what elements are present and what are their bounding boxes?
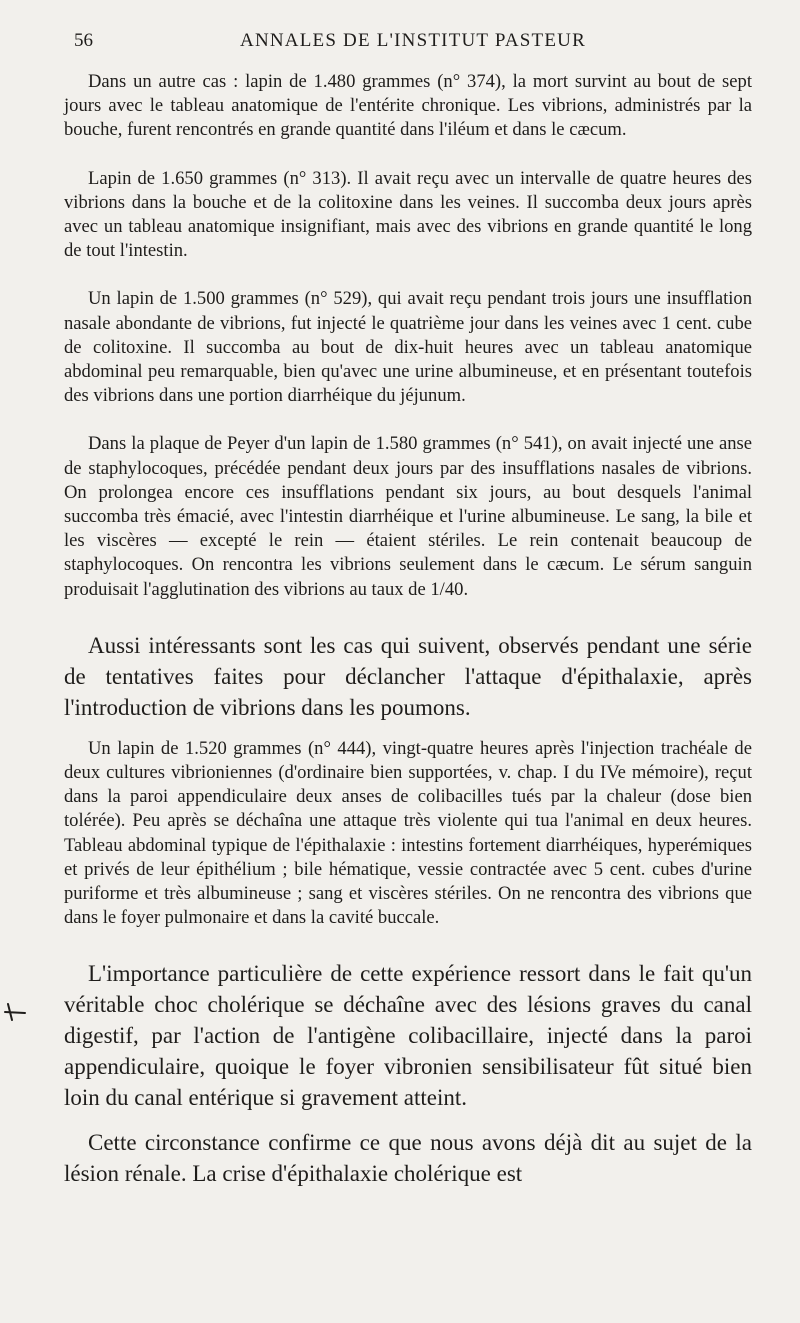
paragraph-case-374: Dans un autre cas : lapin de 1.480 grammes (n° 374), la mort survint au bout de sept jours avec le tableau anatomique de l'entérite chronique. Les vibrions, administrés par la bouche, furent rencontrés en grande quantité dans l'iléum et dans le cæcum. [64, 71, 752, 141]
page-header [64, 30, 752, 66]
running-head: ANNALES DE L'INSTITUT PASTEUR [240, 30, 586, 51]
paragraph-circumstance: Cette circonstance confirme ce que nous avons déjà dit au sujet de la lésion rénale. La crise d'épithalaxie cholérique est [64, 1130, 752, 1187]
paragraph-importance: L'importance particulière de cette expérience ressort dans le fait qu'un véritable choc cholérique se déchaîne avec des lésions graves du canal digestif, par l'action de l'antigène colibacillaire, injecté dans la paroi appendiculaire, quoique le foyer vibronien sensibilisateur fût situé bien loin du canal entérique si gravement atteint. [64, 961, 752, 1111]
paragraph-case-444: Un lapin de 1.520 grammes (n° 444), vingt-quatre heures après l'injection trachéale de deux cultures vibrioniennes (d'ordinaire bien supportées, v. chap. I du IVe mémoire), reçut dans la paroi appendiculaire deux anses de colibacilles tués par la chaleur (dose bien tolérée). Peu après se déchaîna une attaque très violente qui tua l'animal en deux heures. Tableau abdominal typique de l'épithalaxie : intestins fortement diarrhéiques, hyperémiques et privés de leur épithélium ; bile hématique, vessie contractée avec 5 cent. cubes d'urine puriforme et très albumineuse ; sang et viscères stériles. On ne rencontra des vibrions que dans le foyer pulmonaire et dans la cavité buccale. [64, 737, 752, 929]
paragraph-case-529: Un lapin de 1.500 grammes (n° 529), qui avait reçu pendant trois jours une insufflation nasale abondante de vibrions, fut injecté le quatrième jour dans les veines avec 1 cent. cube de colitoxine. Il succomba au bout de dix-huit heures avec un tableau anatomique abdominal peu remarquable, bien qu'avec une urine albumineuse, et en présentant toutefois des vibrions dans une portion diarrhéique du jéjunum. [64, 288, 752, 407]
paragraph-case-541: Dans la plaque de Peyer d'un lapin de 1.580 grammes (n° 541), on avait injecté une anse de staphylocoques, précédée pendant deux jours par des insufflations nasales de vibrions. On prolongea encore ces insufflations pendant six jours, au bout desquels l'animal succomba très émacié, avec l'intestin diarrhéique et l'urine albumineuse. Le sang, la bile et les viscères — excepté le rein — étaient stériles. Le rein contenait beaucoup de staphylocoques. On rencontra les vibrions seulement dans le cæcum. Le sérum sanguin produisait l'agglutination des vibrions au taux de 1/40. [64, 433, 752, 600]
margin-mark-icon [4, 1002, 26, 1022]
page-number: 56 [74, 30, 93, 51]
paragraph-intro-lung-cases: Aussi intéressants sont les cas qui suivent, observés pendant une série de tentatives faites pour déclancher l'attaque d'épithalaxie, après l'introduction de vibrions dans les poumons. [64, 632, 752, 720]
paragraph-case-313: Lapin de 1.650 grammes (n° 313). Il avait reçu avec un intervalle de quatre heures des vibrions dans la bouche et de la colitoxine dans les veines. Il succomba deux jours après avec un tableau anatomique insignifiant, mais avec des vibrions en grande quantité le long de tout l'intestin. [64, 167, 752, 262]
